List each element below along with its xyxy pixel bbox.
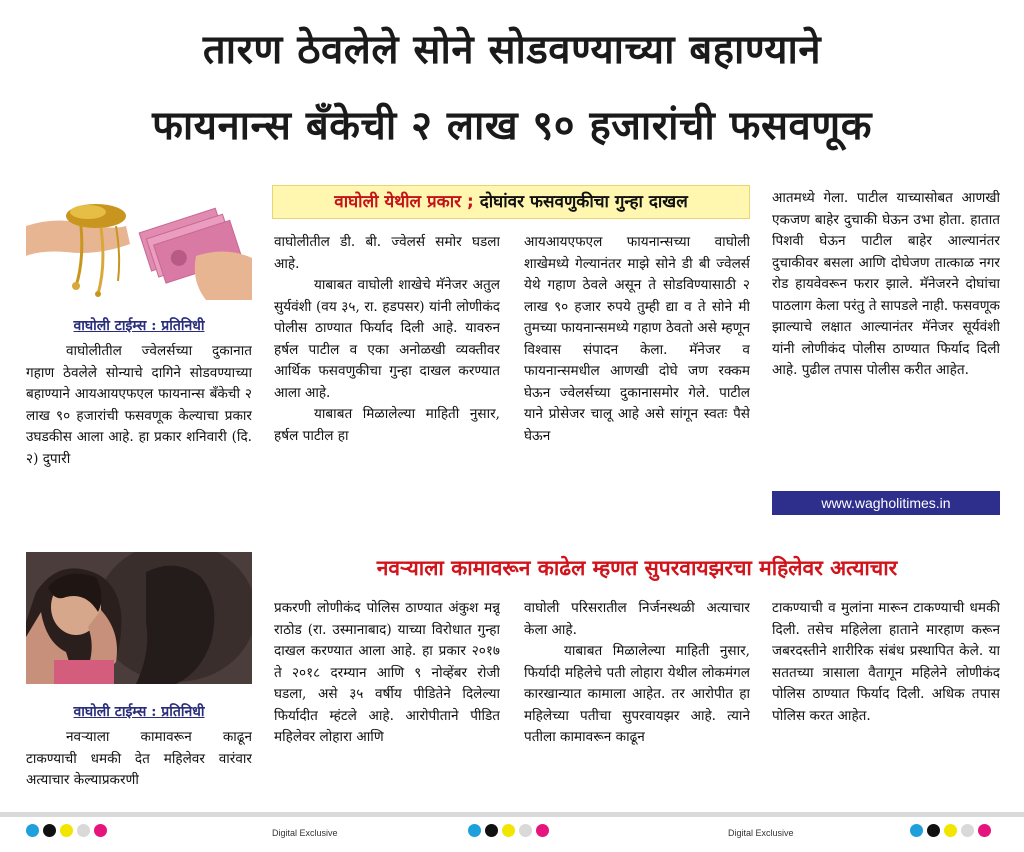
registration-dot [485,824,498,837]
article1-col2-para-2: याबाबत वाघोली शाखेचे मॅनेजर अतुल सुर्यवंशी (वय ३५, रा. हडपसर) यांनी लोणीकंद पोलीस ठाण्यात फिर्याद दिली आहे. यावरुन हर्षल पाटील व एका अनोळखी व्यक्तीवर आर्थिक फसवणुकीचा गुन्हा दाखल करण्यात आला आहे. [274,277,500,401]
digital-exclusive-label-left: Digital Exclusive [272,828,338,838]
registration-dot [519,824,532,837]
article2-col2-text: प्रकरणी लोणीकंद पोलिस ठाण्यात अंकुश मन्नू राठोड (रा. उस्मानाबाद) याच्या विरोधात गुन्हा दाखल करण्यात आला आहे. हा प्रकार २०१७ ते २०१८ दरम्यान आणि ९ नोव्हेंबर रोजी घडला, असे ३५ वर्षीय पीडितेने दिलेल्या फिर्यादीत म्हंटले आहे. आरोपीताने पीडित महिलेवर लोहारा आणि [274,600,500,745]
article1-col4-text: आतमध्ये गेला. पाटील याच्यासोबत आणखी एकजण बाहेर दुचाकी घेऊन उभा होता. हातात पिशवी घेऊन पाटील बाहेर आल्यानंतर दुचाकीवर बसला आणि दोघेजण तात्काळ नगर रोड हायवेवरून फरार झाले. मॅनेजरने दोघांचा पाठलाग केला परंतु ते सापडले नाही. फसवणूक झाल्याचे लक्षात आल्यानंतर मॅनेजर सूर्यवंशी यांनी लोणीकंद पोलीस ठाण्यात फिर्याद दिली आहे. पुढील तपास पोलीस करीत आहेत. [772,190,1000,378]
article1-col1-text: वाघोलीतील ज्वेलर्सच्या दुकानात गहाण ठेवलेले सोन्याचे दागिने सोडवण्याच्या बहाण्याने आयआयएफएल फायनान्स बँकेची २ लाख ९० हजारांची फसवणूक केल्याचा प्रकार उघडकीस आला आहे. हा प्रकार शनिवारी (दि. २) दुपारी [26,343,252,467]
article2-col4-text: टाकण्याची व मुलांना मारून टाकण्याची धमकी दिली. तसेच महिलेला हाताने मारहाण करून जबरदस्तीने शारीरिक संबंध प्रस्थापित केले. या सततच्या त्रासाला वैतागून महिलेने लोणीकंद पोलिस ठाण्यात फिर्याद दिली. अधिक तपास पोलिस करत आहेत. [772,600,1000,724]
distressed-woman-photo [26,552,252,684]
article1-col2-para-1: वाघोलीतील डी. बी. ज्वेलर्स समोर घडला आहे. [274,234,500,272]
jewelry-money-illustration [26,186,252,300]
registration-dot [961,824,974,837]
registration-dot [60,824,73,837]
footer-divider [0,812,1024,817]
color-registration-dots-left [26,824,107,837]
registration-dot [43,824,56,837]
registration-dot [26,824,39,837]
article1-subheadline [272,185,750,219]
article1-col3-text: आयआयएफएल फायनान्सच्या वाघोली शाखेमध्ये गेल्यानंतर माझे सोने डी बी ज्वेलर्स येथे गहाण ठेवले असून ते सोडविण्यासाठी २ लाख ९० हजार रुपये तुम्ही द्या व ते सोने मी तुमच्या फायनान्समध्ये गहाण ठेवतो असे म्हणून विश्वास संपादन केला. मॅनेजर व फायनान्समधील आणखी दोघे जण रक्कम घेऊन ज्वेलर्सच्या दुकानासमोर गेले. पाटील याने प्रोसेजर चालू आहे असे सांगून स्वतः पैसे घेऊन [524,234,750,444]
registration-dot [944,824,957,837]
distressed-woman-illustration [26,552,252,684]
headline-line-2: फायनान्स बँकेची २ लाख ९० हजारांची फसवणूक [152,103,872,149]
article2-column-3 [524,598,750,808]
article1-column-1 [26,341,252,521]
article2-column-1 [26,727,252,807]
article2-col3-para-2: याबाबत मिळालेल्या माहिती नुसार, फिर्यादी महिलेचे पती लोहारा येथील लोकमंगल कारखान्यात कामाला आहेत. तर आरोपीत हा महिलेच्या पतीचा सुपरवायझर आहे. त्याने पतीला कामावरून काढून [524,643,750,745]
article1-column-3 [524,232,750,520]
article1-byline: वाघोली टाईम्स : प्रतिनिधी [73,318,205,334]
color-registration-dots-center [468,824,549,837]
registration-dot [910,824,923,837]
website-banner: www.wagholitimes.in [772,491,1000,515]
subheadline-red-part: वाघोली येथील प्रकार ; [334,192,474,212]
registration-dot [978,824,991,837]
headline-line-1: तारण ठेवलेले सोने सोडवण्याच्या बहाण्याने [202,27,822,73]
registration-dot [94,824,107,837]
registration-dot [927,824,940,837]
subheadline-black-part: दोघांवर फसवणुकीचा गुन्हा दाखल [473,192,688,212]
article2-headline: नवऱ्याला कामावरून काढेल म्हणत सुपरवायझरचा महिलेवर अत्याचार [376,556,898,580]
article2-byline: वाघोली टाईम्स : प्रतिनिधी [73,704,205,720]
registration-dot [502,824,515,837]
color-registration-dots-right [910,824,991,837]
registration-dot [77,824,90,837]
article1-col2-para-3: याबाबत मिळालेल्या माहिती नुसार, हर्षल पाटील हा [274,406,500,444]
article2-col3-para-1: वाघोली परिसरातील निर्जनस्थळी अत्याचार केला आहे. [524,600,750,638]
jewelry-money-photo [26,186,252,300]
registration-dot [536,824,549,837]
registration-dot [468,824,481,837]
article1-column-4 [772,188,1000,488]
article2-column-4 [772,598,1000,808]
article2-column-2 [274,598,500,808]
digital-exclusive-label-right: Digital Exclusive [728,828,794,838]
article2-col1-text: नवऱ्याला कामावरून काढून टाकण्याची धमकी देत महिलेवर वारंवार अत्याचार केल्याप्रकरणी [26,729,252,788]
article1-column-2 [274,232,500,520]
